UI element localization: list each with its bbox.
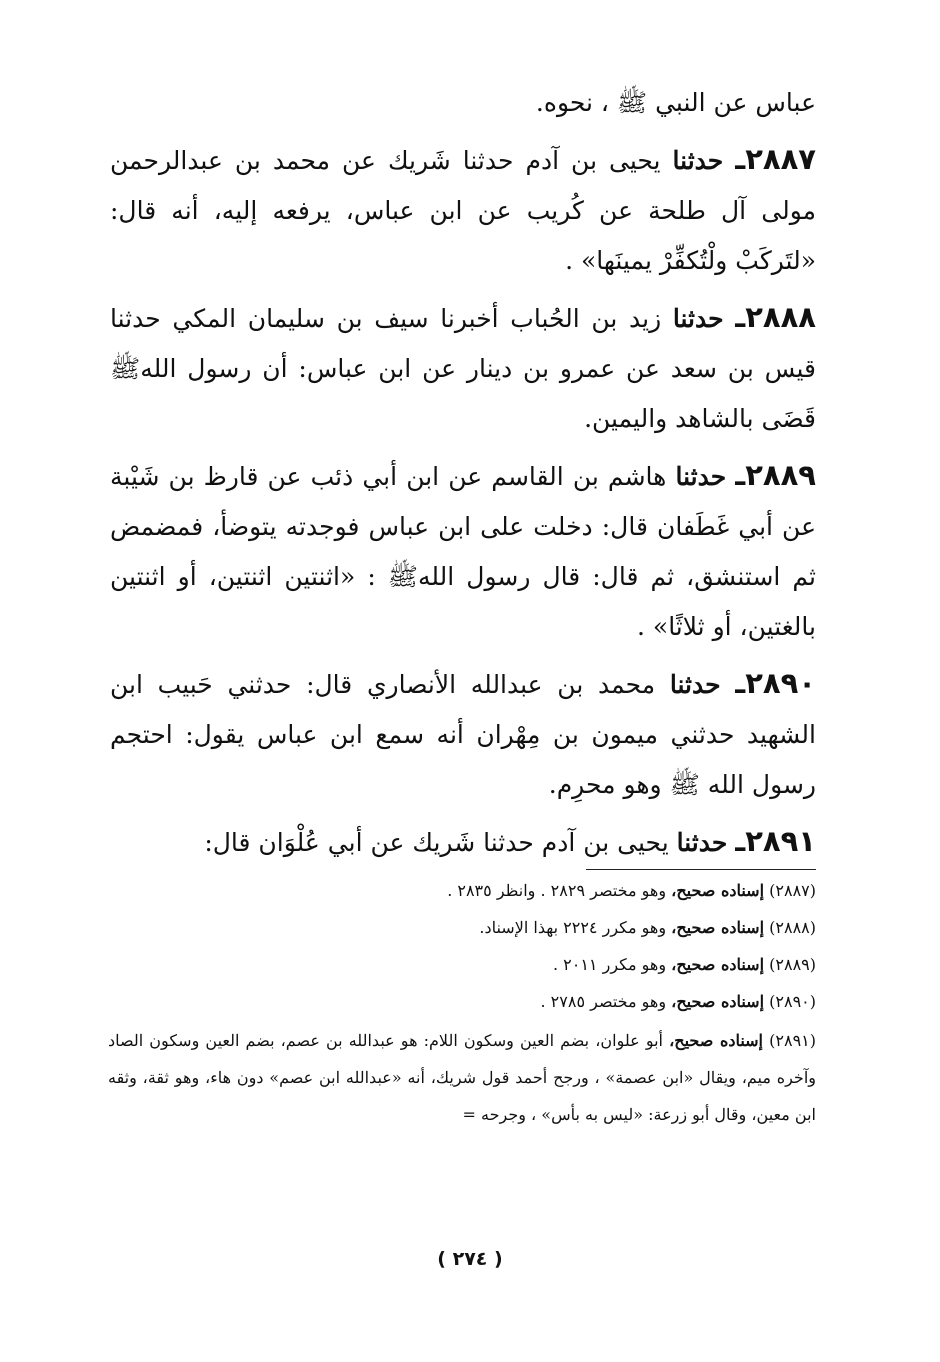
hadith-2891 <box>110 816 816 868</box>
hadith-number: ٢٨٨٨ـ <box>735 300 817 334</box>
footnote-number: (٢٨٨٩) <box>769 955 816 974</box>
footnote-number: (٢٨٩٠) <box>769 992 816 1011</box>
footnote-text: وهو مختصر ٢٨٢٩ . وانظر ٢٨٣٥ . <box>447 881 667 900</box>
footnote-grade: إسناده صحيح، <box>671 992 765 1011</box>
hadith-text: زيد بن الحُباب أخبرنا سيف بن سليمان المكي حدثنا قيس بن سعد عن عمرو بن دينار عن ابن عباس: أن رسول اللهﷺ قَضَى بالشاهد واليمين. <box>110 304 816 433</box>
footnote-number: (٢٨٨٧) <box>769 881 816 900</box>
hadith-2890 <box>110 658 816 810</box>
hadith-text: محمد بن عبدالله الأنصاري قال: حدثني حَبيب ابن الشهيد حدثني ميمون بن مِهْران أنه سمع ابن عباس يقول: احتجم رسول الله ﷺ وهو محرِم. <box>110 670 816 799</box>
hadith-keyword: حدثنا <box>676 828 728 857</box>
main-text <box>110 78 816 874</box>
footnote-grade: إسناده صحيح، <box>669 1031 764 1050</box>
hadith-2887 <box>110 134 816 286</box>
hadith-2888 <box>110 292 816 444</box>
footnote-grade: إسناده صحيح، <box>671 881 765 900</box>
hadith-keyword: حدثنا <box>672 146 724 175</box>
footnote-text: أبو علوان، بضم العين وسكون اللام: هو عبدالله بن عصم، بضم العين وسكون الصاد وآخره ميم، ويقال «ابن عصمة» ، ورجح أحمد قول شريك، أنه «عبدالله ابن عصم» دون هاء، وهو ثقة، وثقه ابن معين، وقال أبو زرعة: «ليس به بأس» ، وجرحه = <box>108 1031 816 1124</box>
footnote-2887 <box>108 880 816 902</box>
hadith-keyword: حدثنا <box>675 462 727 491</box>
footnotes <box>108 880 816 1148</box>
footnote-number: (٢٨٨٨) <box>769 918 816 937</box>
continuation-text: عباس عن النبي ﷺ ، نحوه. <box>535 88 816 117</box>
page-number: ( ٢٧٤ ) <box>437 1248 503 1270</box>
paragraph-continuation <box>110 78 816 128</box>
footnote-text: وهو مكرر ٢٠١١ . <box>552 955 667 974</box>
footnote-2888 <box>108 917 816 939</box>
hadith-number: ٢٨٩١ـ <box>735 824 816 858</box>
footnote-grade: إسناده صحيح، <box>671 955 765 974</box>
footnote-grade: إسناده صحيح، <box>671 918 765 937</box>
hadith-number: ٢٨٩٠ـ <box>735 666 816 700</box>
hadith-number: ٢٨٨٩ـ <box>735 458 817 492</box>
hadith-keyword: حدثنا <box>672 304 724 333</box>
footnote-divider <box>586 869 816 870</box>
footnote-2891 <box>108 1022 816 1133</box>
footnote-text: وهو مختصر ٢٧٨٥ . <box>540 992 667 1011</box>
hadith-keyword: حدثنا <box>669 670 721 699</box>
footnote-text: وهو مكرر ٢٢٢٤ بهذا الإسناد. <box>479 918 667 937</box>
footnote-2890 <box>108 991 816 1013</box>
footnote-number: (٢٨٩١) <box>769 1031 817 1050</box>
hadith-text: هاشم بن القاسم عن ابن أبي ذئب عن قارظ بن شَيْبة عن أبي غَطَفان قال: دخلت على ابن عباس فوجدته يتوضأ، فمضمض ثم استنشق، ثم قال: قال رسول اللهﷺ : «اثنتين اثنتين، أو اثنتين بالغتين، أو ثلاثًا» . <box>110 462 816 641</box>
hadith-text: يحيى بن آدم حدثنا شَريك عن أبي عُلْوَان قال: <box>204 828 669 857</box>
footnote-2889 <box>108 954 816 976</box>
hadith-2889 <box>110 450 816 652</box>
hadith-number: ٢٨٨٧ـ <box>735 142 816 176</box>
hadith-text: يحيى بن آدم حدثنا شَريك عن محمد بن عبدالرحمن مولى آل طلحة عن كُريب عن ابن عباس، يرفعه إليه، أنه قال: «لتَركَبْ ولْتُكفِّرْ يمينَها» . <box>110 146 816 275</box>
